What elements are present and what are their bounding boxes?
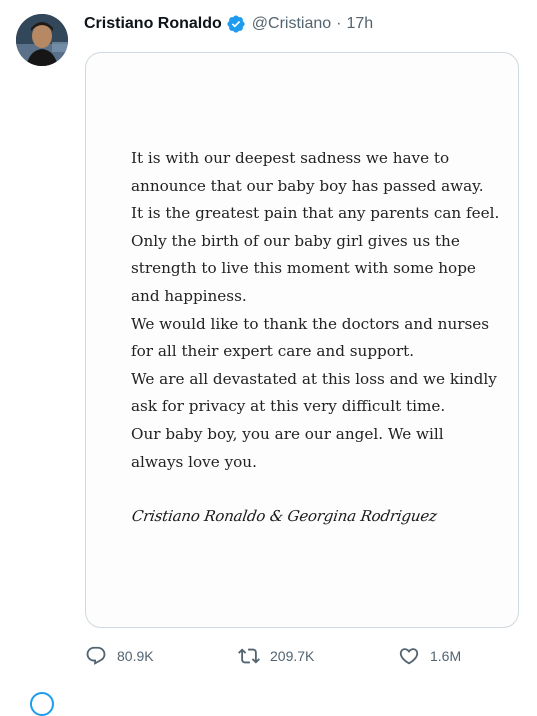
tweet-timestamp[interactable]: 17h	[346, 15, 374, 32]
statement-line: strength to live this moment with some hope	[131, 259, 476, 278]
avatar[interactable]	[16, 14, 68, 66]
avatar-image	[16, 14, 68, 66]
tweet-image[interactable]	[85, 52, 519, 628]
separator-dot: ·	[336, 15, 342, 32]
statement-line: We would like to thank the doctors and nurses	[131, 314, 490, 333]
like-count: 1.6M	[430, 648, 462, 664]
retweet-icon	[238, 645, 260, 667]
user-name[interactable]: Cristiano Ronaldo	[84, 15, 222, 32]
statement-line: It is the greatest pain that any parents can feel.	[131, 204, 500, 223]
handwritten-signature: Cristiano Ronaldo & Georgina Rodriguez	[130, 507, 439, 525]
retweet-button[interactable]	[238, 643, 314, 669]
tweet-header	[84, 12, 373, 36]
statement-line: announce that our baby boy has passed away.	[131, 176, 484, 195]
like-button[interactable]	[398, 643, 461, 669]
statement-line: Our baby boy, you are our angel. We will	[131, 424, 444, 443]
reply-icon	[85, 645, 107, 667]
like-icon	[398, 645, 420, 667]
statement-line: and happiness.	[131, 286, 247, 305]
reply-button[interactable]	[85, 643, 154, 669]
statement-line: We are all devastated at this loss and we kindly	[131, 369, 497, 388]
statement-line: for all their expert care and support.	[131, 342, 415, 361]
user-handle[interactable]: @Cristiano	[251, 15, 332, 32]
statement-line: always love you.	[131, 452, 257, 471]
statement-line: ask for privacy at this very difficult time.	[131, 397, 446, 416]
next-tweet-avatar[interactable]	[30, 692, 54, 716]
verified-badge-icon	[226, 14, 246, 34]
statement-text	[131, 145, 500, 476]
reply-count: 80.9K	[117, 648, 154, 664]
statement-line: Only the birth of our baby girl gives us the	[131, 231, 460, 250]
retweet-count: 209.7K	[270, 648, 315, 664]
statement-line: It is with our deepest sadness we have to	[131, 149, 450, 167]
tweet-actions	[0, 643, 537, 669]
